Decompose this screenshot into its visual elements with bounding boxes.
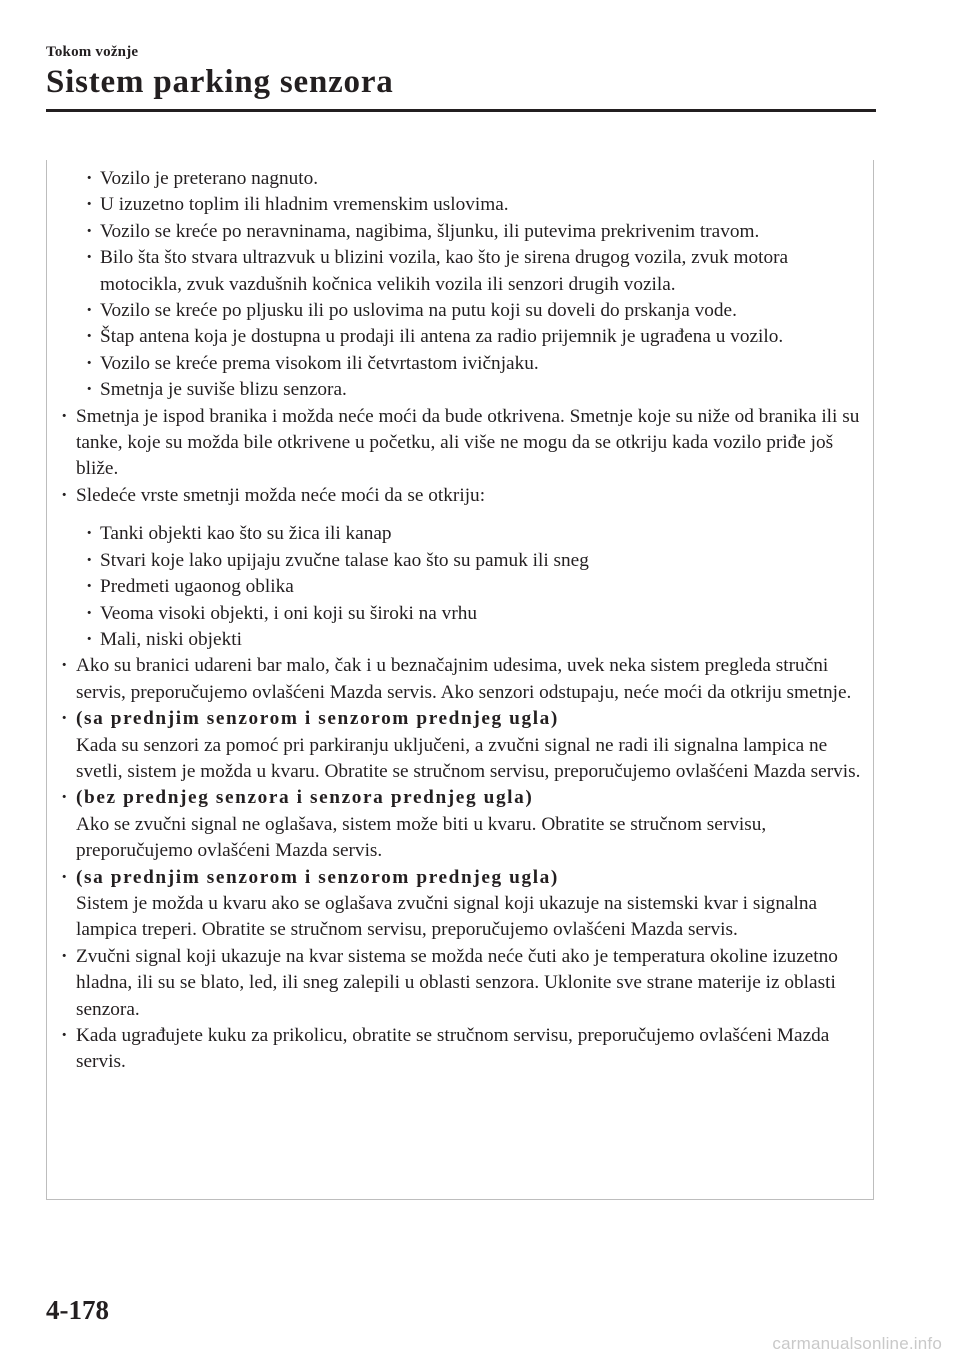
bullet: · (61, 1025, 68, 1046)
list-item-text: Stvari koje lako upijaju zvučne talase kao što su pamuk ili sneg (100, 549, 589, 571)
content (52, 166, 872, 1076)
list-item (52, 166, 872, 192)
list-item-text: Vozilo se kreće po neravninama, nagibima, šljunku, ili putevima prekrivenim travom. (100, 220, 760, 242)
list-item-text: Štap antena koja je dostupna u prodaji ili antena za radio prijemnik je ugrađena u vozilo. (100, 326, 784, 348)
bullet: · (86, 220, 93, 242)
list-item-text: Vozilo se kreće po pljusku ili po uslovima na putu koji su doveli do prskanja vode. (100, 300, 737, 322)
bullet: · (86, 194, 93, 216)
list-item (52, 192, 872, 218)
notes-list (52, 653, 872, 1076)
title-rule (46, 109, 876, 112)
bullet: · (61, 866, 68, 888)
note-text: Kada ugrađujete kuku za prikolicu, obratite se stručnom servisu, preporučujemo ovlašćeni Mazda servis. (76, 1025, 830, 1073)
list-item-text: Veoma visoki objekti, i oni koji su široki na vrhu (100, 602, 478, 624)
notes-list (52, 404, 872, 510)
note-item (52, 404, 872, 483)
list-item (52, 298, 872, 324)
list-item (52, 324, 872, 350)
note-text: Kada su senzori za pomoć pri parkiranju uključeni, a zvučni signal ne radi ili signalna lampica ne svetli, sistem je možda u kvaru. Obratite se stručnom servisu, preporučujemo ovlašćeni Mazda servis. (76, 734, 861, 782)
note-item (52, 1023, 872, 1076)
list-item (52, 574, 872, 600)
bullet: · (86, 352, 93, 374)
bullet: · (86, 602, 93, 624)
list-item-text: U izuzetno toplim ili hladnim vremenskim uslovima. (100, 194, 509, 216)
list-item (52, 548, 872, 574)
page-title: Sistem parking senzora (46, 64, 394, 100)
note-item (52, 944, 872, 1023)
note-item (52, 653, 872, 706)
watermark: carmanualsonline.info (772, 1334, 942, 1353)
page-number: 4-178 (46, 1295, 109, 1325)
note-item (52, 706, 872, 785)
bullet: · (61, 405, 68, 427)
list-item-text: Vozilo je preterano nagnuto. (100, 168, 319, 189)
bullet: · (86, 523, 93, 545)
bullet: · (61, 787, 68, 809)
list-item-text: Predmeti ugaonog oblika (100, 576, 294, 598)
bullet: · (61, 655, 68, 677)
list-item (52, 245, 872, 298)
list-item-text: Smetnja je suviše blizu senzora. (100, 379, 347, 401)
bullet: · (61, 945, 68, 967)
note-text: Zvučni signal koji ukazuje na kvar sistema se možda neće čuti ako je temperatura okoline izuzetno hladna, ili su se blato, led, ili sneg zalepili u oblasti senzora. Uklonite sve strane materije iz oblasti senzora. (76, 945, 838, 1020)
sub-list-undetectable (52, 521, 872, 653)
bullet: · (86, 247, 93, 269)
list-item-text: Vozilo se kreće prema visokom ili četvrtastom ivičnjaku. (100, 352, 539, 374)
note-heading: (sa prednjim senzorom i senzorom prednjeg ugla) (76, 866, 559, 888)
bullet: · (86, 326, 93, 348)
bullet: · (86, 379, 93, 401)
list-item (52, 521, 872, 547)
bullet: · (86, 300, 93, 322)
bullet: · (86, 628, 93, 650)
sub-list-conditions (52, 166, 872, 404)
list-item-text: Mali, niski objekti (100, 628, 242, 650)
list-item (52, 219, 872, 245)
list-item-text: Bilo šta što stvara ultrazvuk u blizini vozila, kao što je sirena drugog vozila, zvuk motora motocikla, zvuk vazdušnih kočnica velikih vozila ili senzori drugih vozila. (100, 247, 789, 295)
list-item-text: Tanki objekti kao što su žica ili kanap (100, 523, 392, 545)
list-item (52, 601, 872, 627)
note-item (52, 785, 872, 864)
list-item (52, 351, 872, 377)
note-item (52, 865, 872, 944)
bullet: · (86, 168, 93, 189)
note-text: Sledeće vrste smetnji možda neće moći da se otkriju: (76, 484, 486, 506)
list-item (52, 377, 872, 403)
note-heading: (bez prednjeg senzora i senzora prednjeg ugla) (76, 787, 534, 809)
note-item (52, 483, 872, 509)
note-text: Smetnja je ispod branika i možda neće moći da bude otkrivena. Smetnje koje su niže od branika ili su tanke, koje su možda bile otkrivene u početku, ali više ne mogu da se otkriju kada vozilo priđe još bliže. (76, 405, 860, 480)
bullet: · (86, 549, 93, 571)
note-text: Ako su branici udareni bar malo, čak i u beznačajnim udesima, uvek neka sistem pregleda stručni servis, preporučujemo ovlašćeni Mazda servis. Ako senzori odstupaju, neće moći da otkriju smetnje. (76, 655, 852, 703)
bullet: · (86, 576, 93, 598)
list-item (52, 627, 872, 653)
bullet: · (61, 708, 68, 730)
note-text: Sistem je možda u kvaru ako se oglašava zvučni signal koji ukazuje na sistemski kvar i signalna lampica treperi. Obratite se stručnom servisu, preporučujemo ovlašćeni Mazda servis. (76, 892, 818, 941)
note-text: Ako se zvučni signal ne oglašava, sistem može biti u kvaru. Obratite se stručnom servisu, preporučujemo ovlašćeni Mazda servis. (76, 813, 767, 862)
bullet: · (61, 484, 68, 506)
section-label: Tokom vožnje (46, 44, 139, 60)
note-heading: (sa prednjim senzorom i senzorom prednjeg ugla) (76, 708, 559, 730)
